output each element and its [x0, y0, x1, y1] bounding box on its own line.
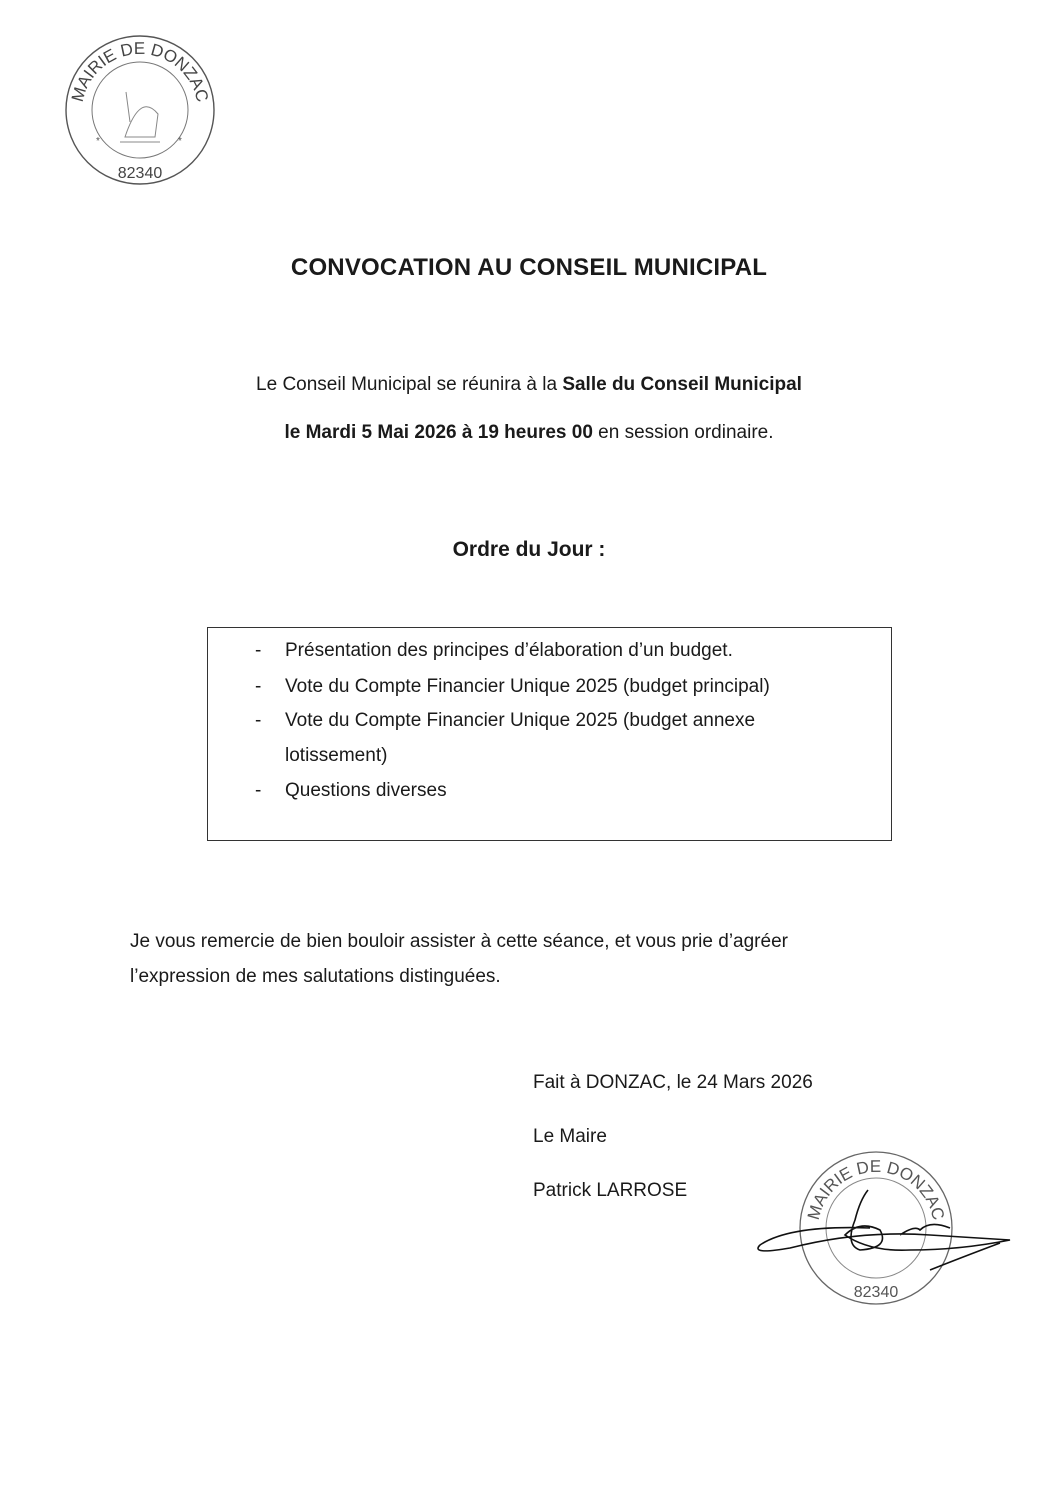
agenda-item: - Vote du Compte Financier Unique 2025 (budget annexe: [255, 710, 756, 731]
closing-line-1: Je vous remercie de bien bouloir assister à cette séance, et vous prie d’agréer: [130, 931, 788, 952]
mairie-seal-top: [60, 32, 220, 192]
document-title: CONVOCATION AU CONSEIL MUNICIPAL: [290, 254, 768, 281]
agenda-item: - Présentation des principes d’élaboration d’un budget.: [255, 640, 733, 661]
meeting-date-line: le Mardi 5 Mai 2026 à 19 heures 00 en session ordinaire.: [284, 422, 774, 443]
agenda-title: Ordre du Jour :: [452, 538, 606, 561]
svg-text:*: *: [178, 136, 182, 147]
signatory-name: Patrick LARROSE: [533, 1180, 688, 1201]
svg-text:MAIRIE DE DONZAC: MAIRIE DE DONZAC: [67, 38, 213, 104]
signatory-role: Le Maire: [533, 1126, 607, 1147]
svg-text:82340: 82340: [117, 165, 163, 182]
place-date: Fait à DONZAC, le 24 Mars 2026: [533, 1072, 813, 1093]
mairie-seal-signature: [750, 1140, 1020, 1310]
svg-text:*: *: [96, 136, 100, 147]
handwritten-signature: [758, 1190, 1010, 1270]
svg-text:MAIRIE DE DONZAC: MAIRIE DE DONZAC: [803, 1156, 949, 1222]
closing-line-2: l’expression de mes salutations distinguées.: [130, 966, 501, 987]
agenda-item-continuation: lotissement): [285, 745, 388, 766]
meeting-location-line: Le Conseil Municipal se réunira à la Salle du Conseil Municipal: [256, 374, 802, 395]
agenda-item: - Questions diverses: [255, 780, 447, 801]
svg-text:82340: 82340: [853, 1284, 899, 1301]
agenda-item: - Vote du Compte Financier Unique 2025 (budget principal): [255, 676, 770, 697]
